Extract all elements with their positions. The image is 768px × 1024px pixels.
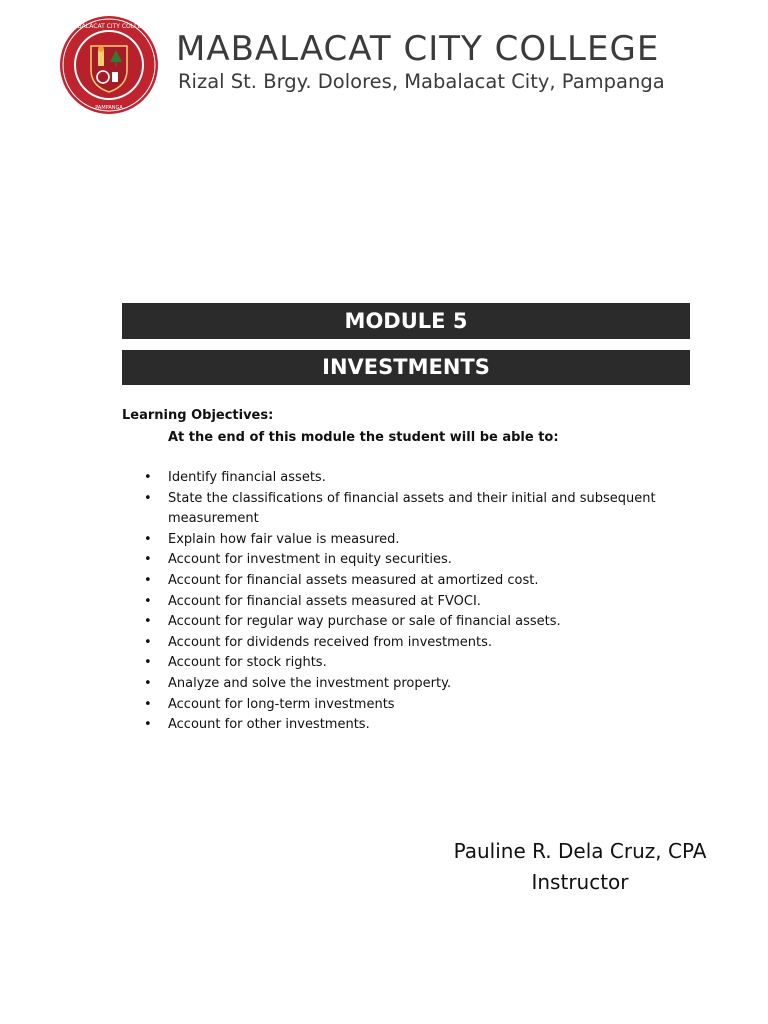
- learning-objectives: [122, 406, 682, 736]
- bullet-icon: •: [144, 572, 152, 588]
- list-item: • State the classifications of financial assets and their initial and subsequent measurement: [144, 490, 656, 527]
- list-item: • Account for stock rights.: [122, 653, 682, 674]
- bullet-icon: •: [144, 614, 152, 630]
- bullet-icon: •: [144, 634, 152, 650]
- bullet-icon: •: [144, 717, 152, 733]
- bullet-icon: •: [144, 552, 152, 568]
- module-number-banner: MODULE 5: [122, 303, 690, 339]
- document-header: [58, 14, 708, 114]
- list-item: • Analyze and solve the investment property.: [122, 674, 682, 695]
- list-item: • Account for long-term investments: [122, 695, 682, 716]
- bullet-icon: •: [144, 531, 152, 547]
- bullet-icon: •: [144, 593, 152, 609]
- list-item: • Account for investment in equity securities.: [122, 550, 682, 571]
- bullet-icon: •: [144, 490, 152, 506]
- instructor-name: Pauline R. Dela Cruz, CPA: [453, 839, 707, 863]
- college-name: MABALACAT CITY COLLEGE: [176, 29, 660, 69]
- list-item: • Account for regular way purchase or sale of financial assets.: [122, 612, 682, 633]
- objectives-intro: At the end of this module the student will be able to:: [168, 430, 559, 445]
- bullet-icon: •: [144, 655, 152, 671]
- bullet-icon: •: [144, 470, 152, 485]
- list-item: • Account for other investments.: [122, 715, 682, 736]
- instructor-signature-block: [440, 836, 720, 898]
- list-item: • Account for dividends received from investments.: [122, 633, 682, 654]
- objectives-heading: Learning Objectives:: [122, 408, 274, 423]
- bullet-icon: •: [144, 696, 152, 712]
- college-seal-logo: [58, 14, 160, 116]
- module-title-banner: INVESTMENTS: [122, 350, 690, 385]
- svg-text:PAMPANGA: PAMPANGA: [95, 105, 123, 111]
- bullet-icon: •: [144, 675, 152, 691]
- list-item: • Account for financial assets measured at amortized cost.: [122, 571, 682, 592]
- list-item: • Account for financial assets measured at FVOCI.: [122, 592, 682, 613]
- list-item: • Identify financial assets.: [122, 468, 682, 489]
- instructor-role: Instructor: [531, 870, 629, 894]
- list-item: • Explain how fair value is measured.: [122, 530, 682, 551]
- objectives-list: [122, 468, 682, 736]
- svg-text:MABALACAT CITY COLLEGE: MABALACAT CITY COLLEGE: [68, 23, 150, 30]
- college-address: Rizal St. Brgy. Dolores, Mabalacat City, Pampanga: [178, 70, 665, 93]
